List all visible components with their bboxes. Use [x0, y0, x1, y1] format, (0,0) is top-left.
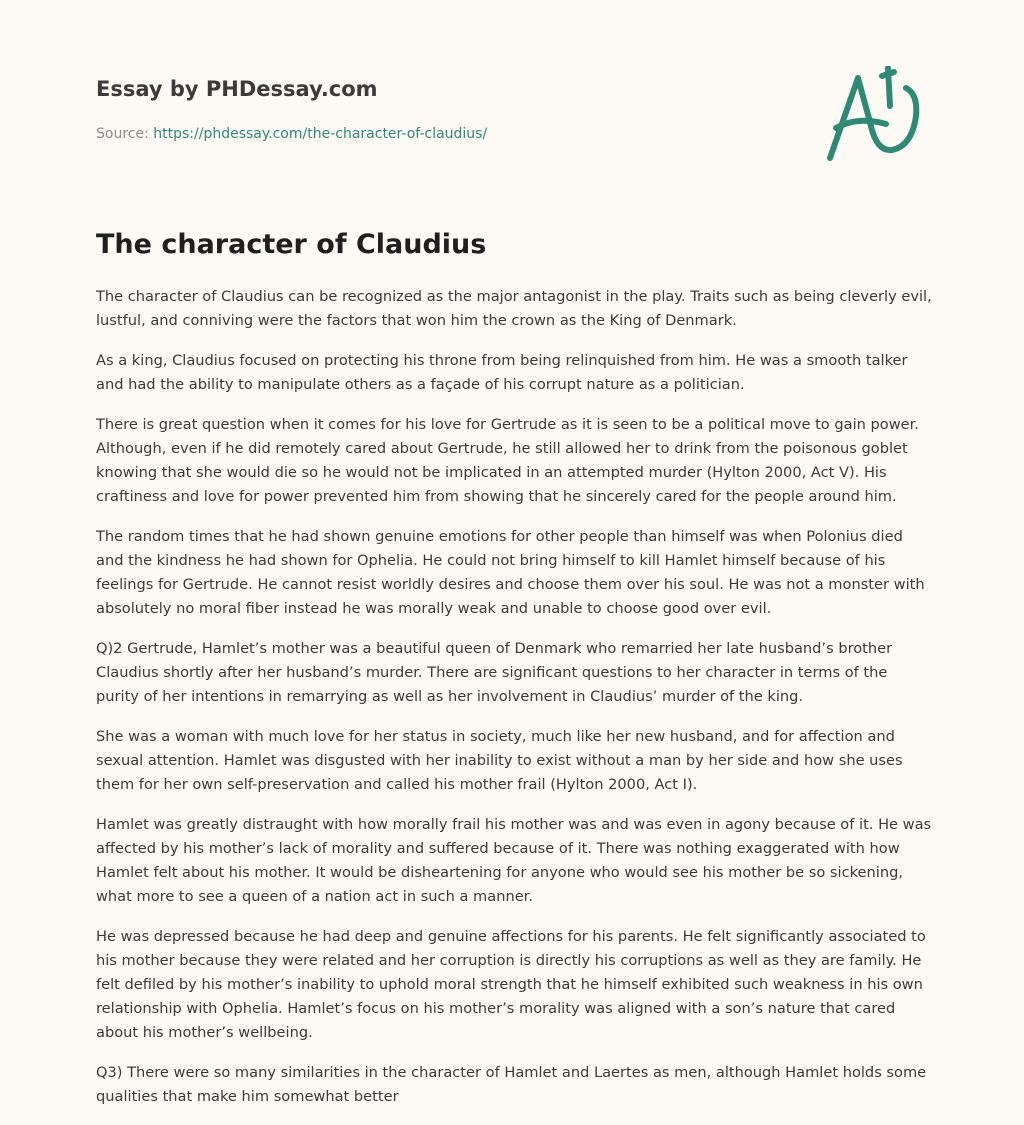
essay-paragraph: Q)2 Gertrude, Hamlet’s mother was a beautiful queen of Denmark who remarried her late husband’s brother Claudius shortly after her husband’s murder. There are significant questions to her character in terms of the purity of her intentions in remarrying as well as her involvement in Claudius’ murder of the king. — [96, 640, 893, 705]
essay-paragraph: He was depressed because he had deep and genuine affections for his parents. He felt significantly associated to his mother because they were related and her corruption is directly his corruptions as well as they are family. He felt defiled by his mother’s inability to uphold moral strength that he himself exhibited such weakness in his own relationship with Ophelia. Hamlet’s focus on his mother’s morality was aligned with a son’s nature that cared about his mother’s wellbeing. — [96, 928, 926, 1041]
essay-title: The character of Claudius — [96, 229, 487, 260]
essay-paragraph: Hamlet was greatly distraught with how morally frail his mother was and was even in agony because of it. He was affected by his mother’s lack of morality and suffered because of it. There was nothing exaggerated with how Hamlet felt about his mother. It would be disheartening for anyone who would see his mother be so sickening, what more to see a queen of a nation act in such a manner. — [96, 816, 932, 905]
source-line — [96, 124, 487, 144]
essay-paragraph: She was a woman with much love for her status in society, much like her new husband, and for affection and sexual attention. Hamlet was disgusted with her inability to exist without a man by her side and how she uses them for her own self-preservation and called his mother frail (Hylton 2000, Act I). — [96, 728, 903, 793]
source-link[interactable]: https://phdessay.com/the-character-of-claudius/ — [153, 126, 488, 142]
essay-header — [96, 74, 928, 174]
essay-paragraph: The random times that he had shown genuine emotions for other people than himself was when Polonius died and the kindness he had shown for Ophelia. He could not bring himself to kill Hamlet himself because of his feelings for Gertrude. He cannot resist worldly desires and choose them over his soul. He was not a monster with absolutely no moral fiber instead he was morally weak and unable to choose good over evil. — [96, 528, 925, 617]
source-label: Source: — [96, 126, 149, 142]
essay-paragraph: There is great question when it comes for his love for Gertrude as it is seen to be a political move to gain power. Although, even if he did remotely cared about Gertrude, he still allowed her to drink from the poisonous goblet knowing that she would die so he would not be implicated in an attempted murder (Hylton 2000, Act V). His craftiness and love for power prevented him from showing that he sincerely cared for the people around him. — [96, 416, 919, 505]
essay-paragraph: Q3) There were so many similarities in the character of Hamlet and Laertes as men, although Hamlet holds some qualities that make him somewhat better — [96, 1064, 927, 1105]
essay-paragraph: As a king, Claudius focused on protecting his throne from being relinquished from him. He was a smooth talker and had the ability to manipulate others as a façade of his corrupt nature as a politician. — [96, 352, 908, 393]
essay-body — [96, 285, 932, 1125]
a-plus-logo-icon — [822, 66, 928, 166]
essay-paragraph: The character of Claudius can be recognized as the major antagonist in the play. Traits such as being cleverly evil, lustful, and conniving were the factors that won him the crown as the King of Denmark. — [96, 288, 932, 329]
site-brand: Essay by PHDessay.com — [96, 77, 378, 101]
